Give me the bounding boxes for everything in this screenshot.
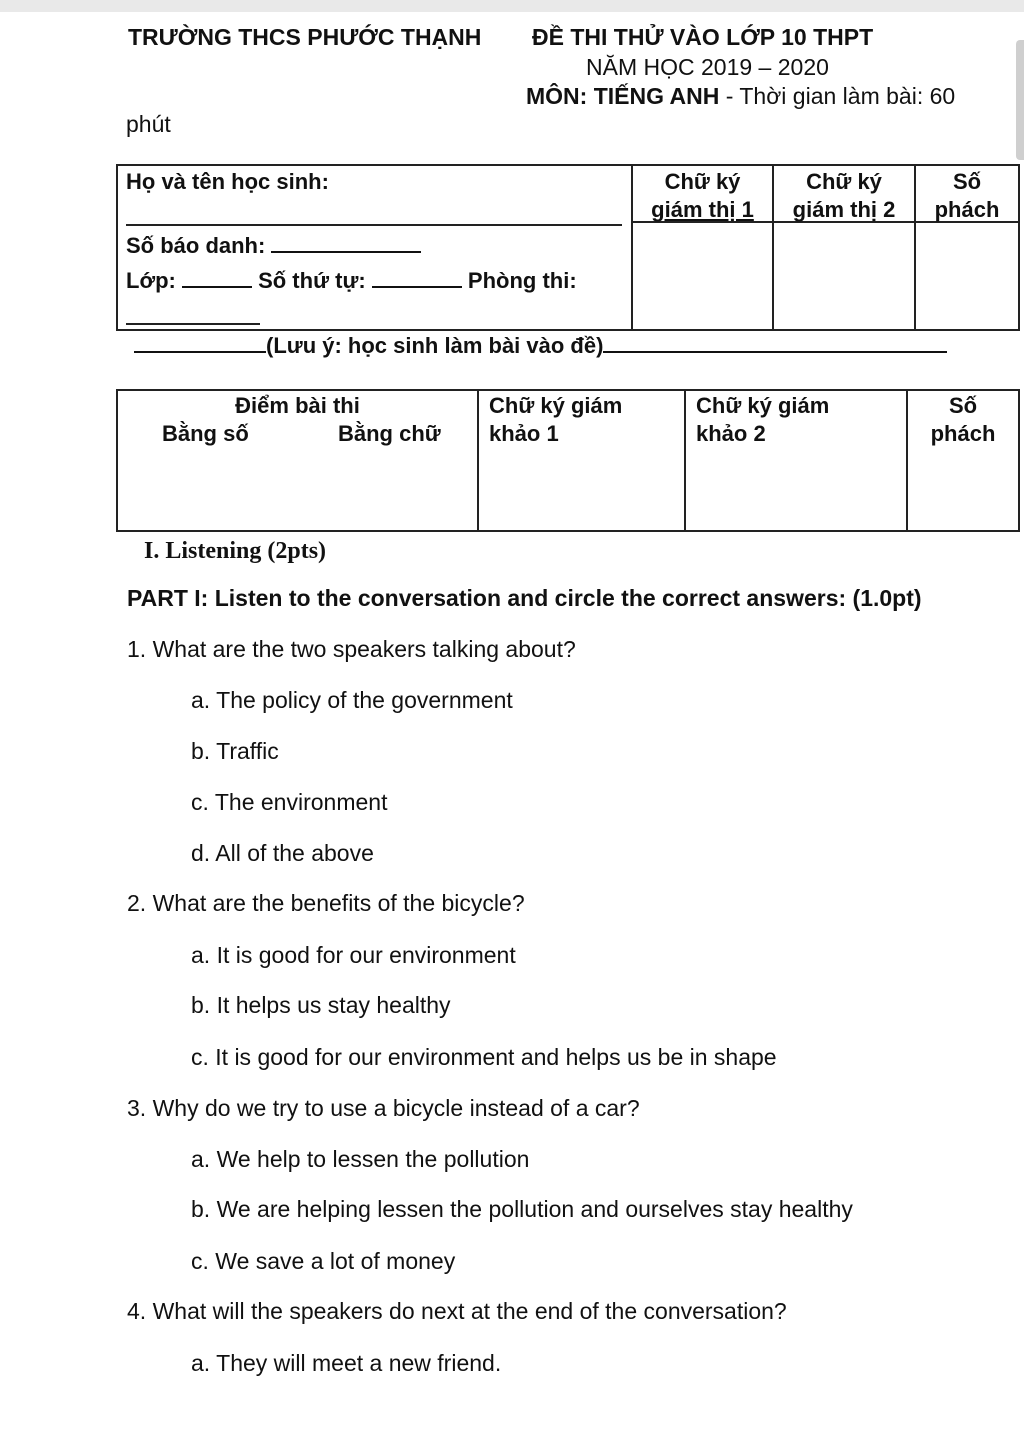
- note-rule-right: [603, 333, 947, 353]
- table-divider: [477, 389, 479, 532]
- q3-option-c[interactable]: c. We save a lot of money: [191, 1248, 456, 1274]
- time-label: - Thời gian làm bài: 60: [719, 83, 956, 109]
- score-code-header: [908, 392, 1018, 448]
- exam-title: ĐỀ THI THỬ VÀO LỚP 10 THPT: [532, 24, 874, 50]
- school-year: NĂM HỌC 2019 – 2020: [586, 54, 829, 80]
- room-label: Phòng thi:: [461, 268, 577, 293]
- question-3: 3. Why do we try to use a bicycle instead of a car?: [127, 1095, 640, 1121]
- supervisor1-line1: Chữ ký: [664, 169, 741, 194]
- score-title: Điểm bài thi: [235, 393, 360, 418]
- code-line2: phách: [934, 197, 1000, 222]
- student-id-line: [126, 232, 421, 260]
- supervisor1-header: [633, 168, 772, 224]
- q2-option-a[interactable]: a. It is good for our environment: [191, 942, 516, 968]
- order-blank[interactable]: [372, 268, 462, 288]
- table-divider: [684, 389, 686, 532]
- school-name: TRƯỜNG THCS PHƯỚC THẠNH: [128, 24, 482, 50]
- q3-option-a[interactable]: a. We help to lessen the pollution: [191, 1146, 530, 1172]
- code-line1: Số: [952, 169, 982, 194]
- examiner2-header: [696, 392, 829, 448]
- question-1: 1. What are the two speakers talking about?: [127, 636, 576, 662]
- subject: MÔN: TIẾNG ANH: [526, 83, 720, 109]
- supervisor2-header: [774, 168, 914, 224]
- examiner2-line1: Chữ ký giám: [696, 393, 830, 418]
- note-rule-left: [134, 333, 266, 353]
- examiner1-line1: Chữ ký giám: [489, 393, 623, 418]
- q1-option-d[interactable]: d. All of the above: [191, 840, 374, 866]
- order-label: Số thứ tự:: [251, 268, 372, 293]
- student-name-label: Họ và tên học sinh:: [126, 169, 329, 194]
- examiner1-line2: khảo 1: [489, 421, 559, 446]
- student-id-label: Số báo danh:: [126, 233, 272, 258]
- examiner1-header: [489, 392, 622, 448]
- q4-option-a[interactable]: a. They will meet a new friend.: [191, 1350, 502, 1376]
- q1-option-c[interactable]: c. The environment: [191, 789, 388, 815]
- note-text: (Lưu ý: học sinh làm bài vào đề): [266, 333, 604, 358]
- q1-option-b[interactable]: b. Traffic: [191, 738, 279, 764]
- question-2: 2. What are the benefits of the bicycle?: [127, 890, 525, 916]
- q1-option-a[interactable]: a. The policy of the government: [191, 687, 513, 713]
- class-order-room-line: [126, 267, 577, 295]
- viewer-top-bar: [0, 0, 1024, 12]
- scrollbar-thumb[interactable]: [1016, 40, 1024, 160]
- code-header: [916, 168, 1018, 224]
- part-instruction: PART I: Listen to the conversation and circle the correct answers: (1.0pt): [127, 585, 922, 611]
- supervisor2-line2: giám thị 2: [792, 197, 896, 222]
- name-underline: [126, 224, 622, 226]
- student-id-blank[interactable]: [271, 233, 421, 253]
- time-unit: phút: [126, 111, 171, 137]
- supervisor2-line1: Chữ ký: [806, 169, 882, 194]
- note-line: [134, 333, 947, 359]
- room-blank[interactable]: [126, 323, 260, 325]
- question-4: 4. What will the speakers do next at the end of the conversation?: [127, 1298, 787, 1324]
- by-word-label: Bằng chữ: [338, 421, 441, 446]
- q2-option-c[interactable]: c. It is good for our environment and helps us be in shape: [191, 1044, 777, 1070]
- class-label: Lớp:: [126, 268, 182, 293]
- score-code-line1: Số: [948, 393, 978, 418]
- subject-line: [526, 83, 955, 110]
- q3-option-b[interactable]: b. We are helping lessen the pollution and ourselves stay healthy: [191, 1196, 853, 1222]
- section-title: I. Listening (2pts): [144, 538, 327, 564]
- score-code-line2: phách: [930, 421, 996, 446]
- supervisor1-line2: giám thị 1: [651, 197, 754, 222]
- examiner2-line2: khảo 2: [696, 421, 766, 446]
- q2-option-b[interactable]: b. It helps us stay healthy: [191, 992, 451, 1018]
- by-number-label: Bằng số: [162, 421, 249, 446]
- class-blank[interactable]: [182, 268, 252, 288]
